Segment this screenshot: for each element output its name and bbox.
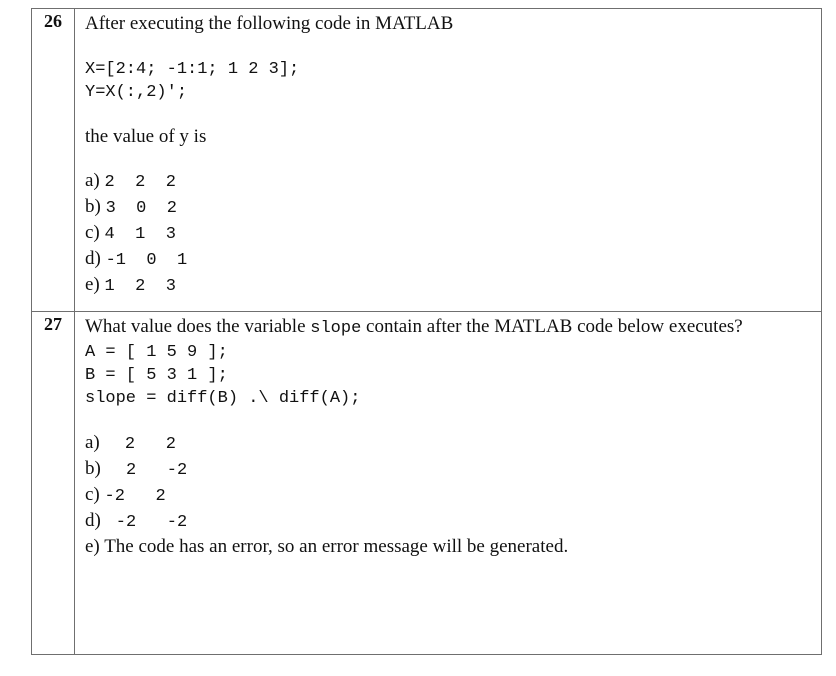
option-value: -2 -2 (105, 513, 188, 532)
question-body (75, 312, 822, 655)
question-number-cell (32, 9, 75, 312)
option-label: b) (85, 196, 101, 217)
question-row (32, 9, 822, 312)
option-value: -2 2 (104, 487, 166, 506)
question-followup: the value of y is (85, 126, 207, 147)
option-label: e) (85, 274, 100, 295)
option-value: 2 -2 (105, 461, 188, 480)
prompt-text: contain after the MATLAB code below executes? (361, 316, 743, 337)
option-value: 2 2 (104, 435, 176, 454)
question-number: 26 (44, 11, 62, 31)
option-label: a) (85, 432, 100, 453)
option-value: 4 1 3 (104, 225, 176, 244)
answer-option-a (85, 431, 821, 457)
questions-table (31, 8, 822, 655)
answer-option-c (85, 483, 821, 509)
option-value: The code has an error, so an error message will be generated. (104, 536, 569, 557)
answer-option-e (85, 535, 821, 559)
code-line: slope = diff(B) .\ diff(A); (85, 389, 361, 408)
answer-option-a (85, 169, 821, 195)
question-prompt: After executing the following code in MATLAB (85, 13, 454, 34)
prompt-code: slope (310, 319, 362, 338)
question-body (75, 9, 822, 312)
option-label: c) (85, 484, 100, 505)
answer-option-e (85, 273, 821, 299)
question-row (32, 312, 822, 655)
option-label: c) (85, 222, 100, 243)
option-label: b) (85, 458, 101, 479)
code-line: B = [ 5 3 1 ]; (85, 366, 228, 385)
question-number: 27 (44, 314, 62, 334)
option-value: 3 0 2 (105, 199, 177, 218)
question-prompt (85, 312, 821, 341)
code-line: Y=X(:,2)'; (85, 83, 188, 102)
answer-option-b (85, 195, 821, 221)
option-label: e) (85, 536, 100, 557)
option-value: 1 2 3 (104, 277, 176, 296)
code-line: X=[2:4; -1:1; 1 2 3]; (85, 60, 300, 79)
option-label: d) (85, 510, 101, 531)
answer-option-c (85, 221, 821, 247)
prompt-text: What value does the variable (85, 316, 311, 337)
question-number-cell (32, 312, 75, 655)
answer-option-d (85, 247, 821, 273)
answer-option-b (85, 457, 821, 483)
option-label: d) (85, 248, 101, 269)
option-value: 2 2 2 (104, 173, 176, 192)
option-label: a) (85, 170, 100, 191)
code-line: A = [ 1 5 9 ]; (85, 343, 228, 362)
answer-option-d (85, 509, 821, 535)
option-value: -1 0 1 (105, 251, 188, 270)
